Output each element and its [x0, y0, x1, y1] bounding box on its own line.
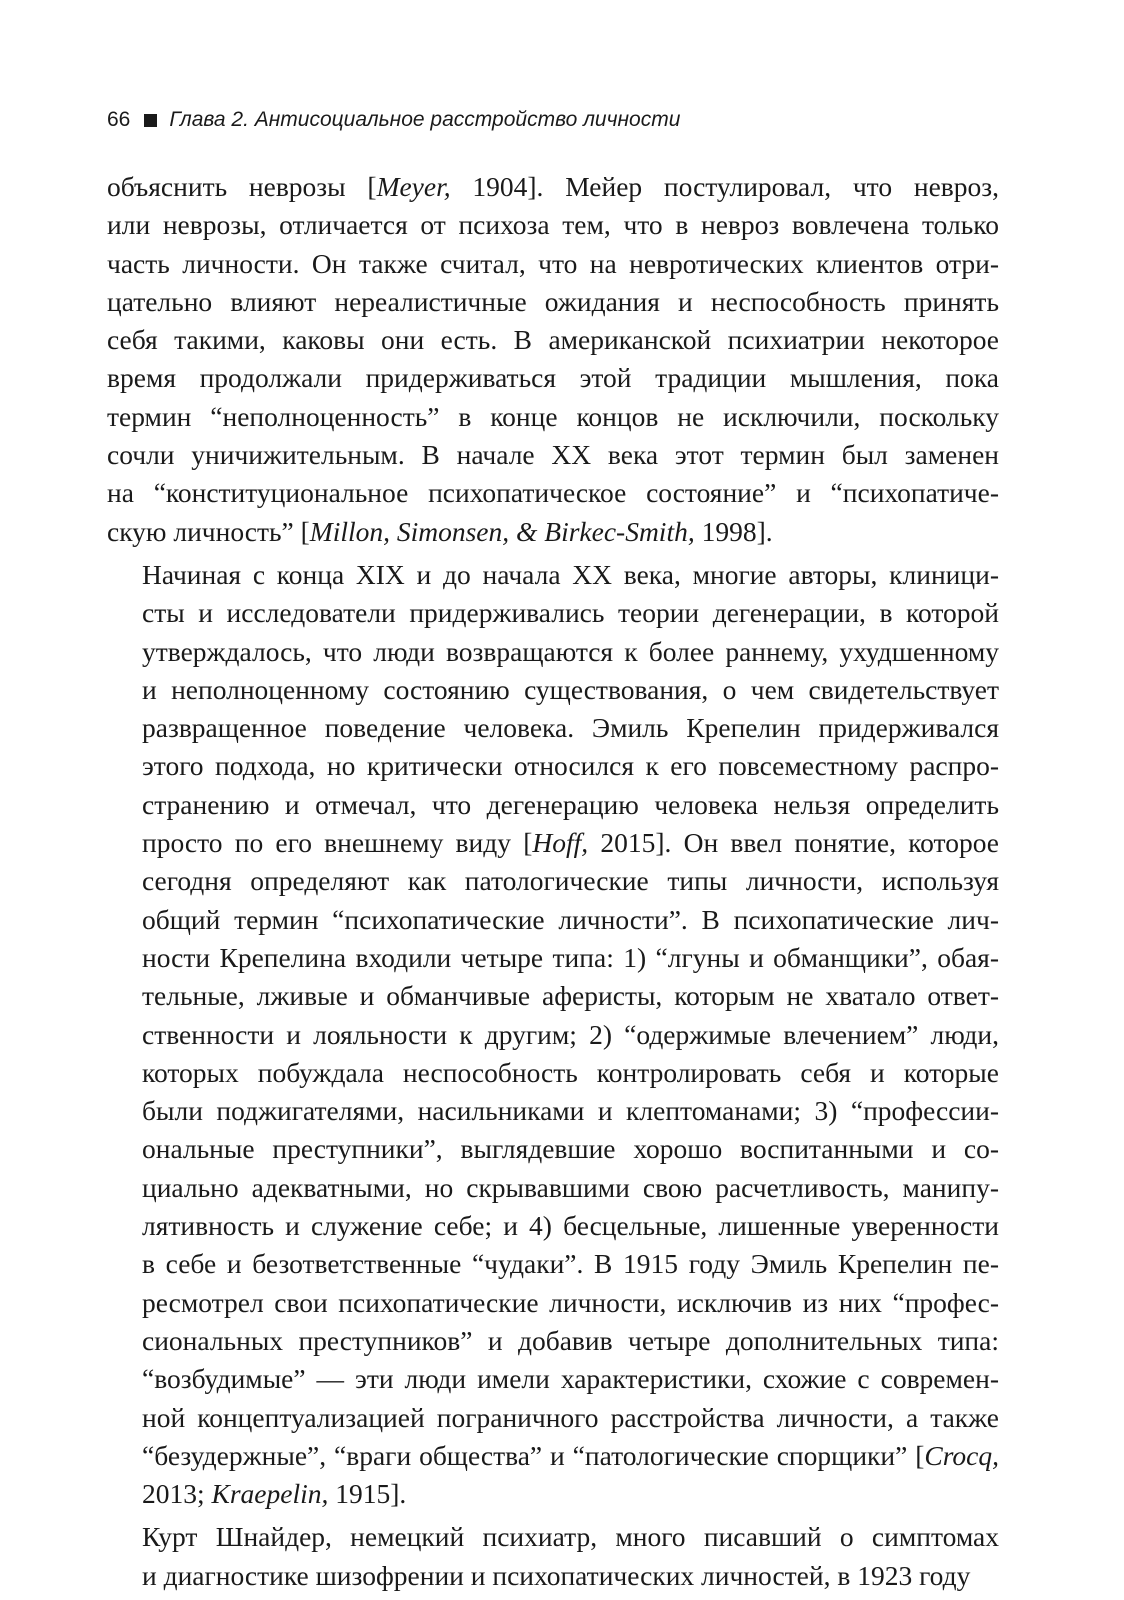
- citation-author: Millon, Simonsen, & Birkec-Smith,: [309, 515, 695, 547]
- text-line: в себе и безответственные “чудаки”. В 1915 году Эмиль Крепелин пе-: [142, 1248, 999, 1280]
- text-line: объяснить неврозы [Meyer, 1904]. Мейер постулировал, что невроз,: [107, 171, 999, 202]
- body-text: [107, 168, 999, 1595]
- text-line: время продолжали придерживаться этой традиции мышления, пока: [107, 362, 999, 394]
- text-line: “безудержные”, “враги общества” и “патологические спорщики” [Crocq,: [142, 1439, 999, 1471]
- text-line: ресмотрел свои психопатические личности, исключив из них “профес-: [142, 1286, 999, 1318]
- text-line: развращенное поведение человека. Эмиль Крепелин придерживался: [142, 712, 999, 744]
- citation-author: Hoff,: [532, 827, 589, 859]
- text-line: термин “неполноценность” в конце концов не исключили, поскольку: [107, 400, 999, 432]
- text-line: скую личность” [Millon, Simonsen, & Birkec-Smith, 1998].: [107, 515, 773, 547]
- text-line: Начиная с конца XIX и до начала XX века, многие авторы, клиници-: [142, 558, 999, 590]
- text-line: сегодня определяют как патологические типы личности, используя: [142, 865, 999, 897]
- text-line: циально адекватными, но скрывавшими свою расчетливость, манипу-: [142, 1171, 999, 1203]
- text-line: сиональных преступников” и добавив четыре дополнительных типа:: [142, 1324, 999, 1356]
- text-line: на “конституциональное психопатическое состояние” и “психопатиче-: [107, 477, 999, 509]
- text-line: цательно влияют нереалистичные ожидания и неспособность принять: [107, 285, 999, 317]
- text-line: странению и отмечал, что дегенерацию человека нельзя определить: [142, 788, 999, 820]
- text-line: ональные преступники”, выглядевшие хорошо воспитанными и со-: [142, 1133, 999, 1165]
- paragraph: [107, 168, 999, 551]
- text-line: сочли уничижительным. В начале XX века этот термин был заменен: [107, 439, 999, 471]
- citation-author: Crocq,: [924, 1439, 999, 1471]
- text-line: ственности и лояльности к другим; 2) “одержимые влечением” люди,: [142, 1018, 999, 1050]
- text-line: или неврозы, отличается от психоза тем, что в невроз вовлечена только: [107, 209, 999, 241]
- text-line: и диагностике шизофрении и психопатических личностей, в 1923 году: [142, 1559, 971, 1591]
- text-line: “возбудимые” — эти люди имели характеристики, схожие с современ-: [142, 1363, 999, 1395]
- text-line: ности Крепелина входили четыре типа: 1) “лгуны и обманщики”, обая-: [142, 941, 999, 973]
- text-line: часть личности. Он также считал, что на невротических клиентов отри-: [107, 247, 999, 279]
- text-line: просто по его внешнему виду [Hoff, 2015]. Он ввел понятие, которое: [142, 827, 999, 859]
- text-line: ной концептуализацией пограничного расстройства личности, а также: [142, 1401, 999, 1433]
- text-line: утверждалось, что люди возвращаются к более раннему, ухудшенному: [142, 635, 999, 667]
- text-line: себя такими, каковы они есть. В американской психиатрии некоторое: [107, 324, 999, 356]
- running-header: [107, 108, 680, 132]
- text-line: сты и исследователи придерживались теории дегенерации, в которой: [142, 597, 999, 629]
- chapter-title: Глава 2. Антисоциальное расстройство личности: [169, 108, 681, 131]
- text-line: лятивность и служение себе; и 4) бесцельные, лишенные уверенности: [142, 1210, 999, 1242]
- paragraph: [107, 1518, 999, 1595]
- paragraph: [107, 556, 999, 1513]
- text-line: которых побуждала неспособность контролировать себя и которые: [142, 1056, 999, 1088]
- text-line: Курт Шнайдер, немецкий психиатр, много писавший о симптомах: [142, 1521, 999, 1553]
- text-line: 2013; Kraepelin, 1915].: [142, 1478, 407, 1510]
- square-bullet-icon: [144, 114, 157, 127]
- page-number: 66: [107, 108, 131, 131]
- text-line: и неполноценному состоянию существования, о чем свидетельствует: [142, 673, 999, 705]
- text-line: были поджигателями, насильниками и клептоманами; 3) “профессии-: [142, 1095, 999, 1127]
- text-line: тельные, лживые и обманчивые аферисты, которым не хватало ответ-: [142, 980, 999, 1012]
- citation-author: Meyer,: [376, 171, 451, 202]
- text-line: общий термин “психопатические личности”. В психопатические лич-: [142, 903, 999, 935]
- text-line: этого подхода, но критически относился к его повсеместному распро-: [142, 750, 999, 782]
- citation-author: Kraepelin,: [211, 1478, 329, 1510]
